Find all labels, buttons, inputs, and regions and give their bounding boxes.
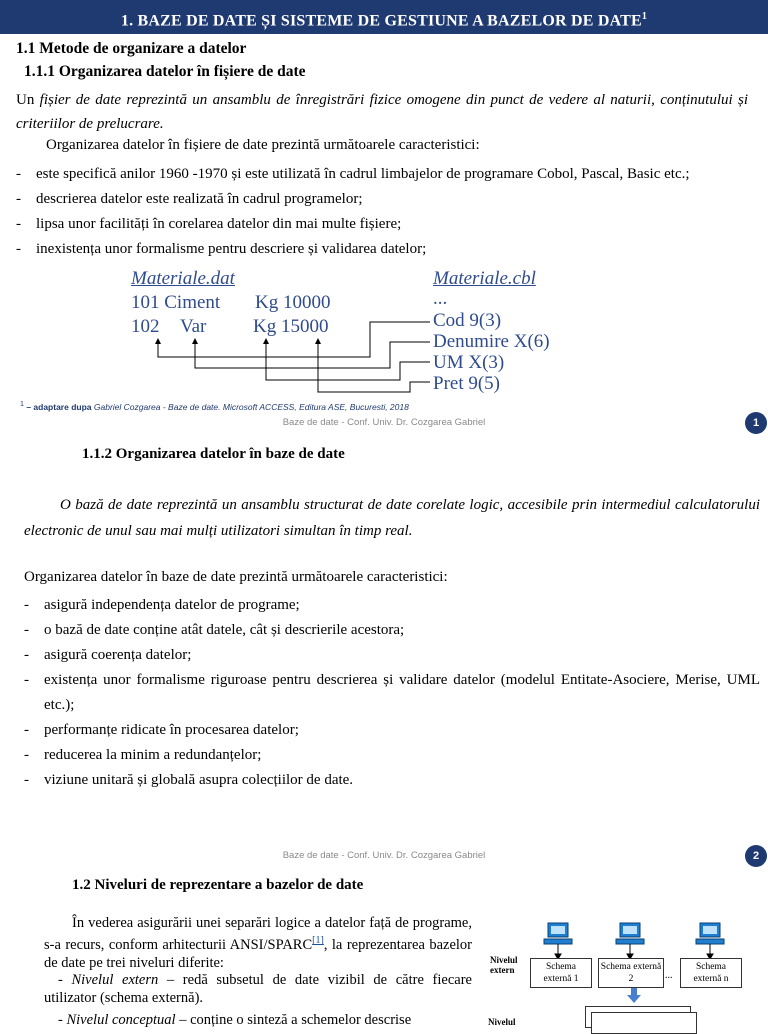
levels-text-b: , la reprezentarea bazelor de date pe trei niveluri diferite: bbox=[44, 936, 472, 971]
data-row-2-name: Var bbox=[180, 316, 207, 337]
page-number-badge: 1 bbox=[745, 412, 767, 434]
program-file-title: Materiale.cbl bbox=[433, 268, 536, 289]
figure-label-conceptual: Nivelul bbox=[488, 1017, 516, 1027]
subsection-title-db: 1.1.2 Organizarea datelor în baze de date bbox=[82, 446, 345, 462]
block-arrow-down-icon bbox=[626, 988, 642, 1004]
external-level-text: – redă subsetul de date vizibil de către fiecare utilizator (schema externă). bbox=[44, 972, 472, 1006]
arrow-up-icon bbox=[315, 338, 321, 344]
external-level-term: Nivelul extern bbox=[71, 972, 159, 988]
data-row-2-code: 102 bbox=[131, 316, 160, 337]
db-intro: Organizarea datelor în baze de date prezintă următoarele caracteristici: bbox=[24, 569, 448, 585]
field-denumire: Denumire X(6) bbox=[433, 331, 550, 352]
db-definition: O bază de date reprezintă un ansamblu structurat de date corelate logic, accesibile prin intermediul calculatorului electronic de unul sau mai mulți utilizatori simultan în timp real. bbox=[24, 497, 760, 539]
file-definition-prefix: Un bbox=[16, 92, 40, 108]
data-row-1-qty: Kg 10000 bbox=[255, 292, 331, 313]
conceptual-level-desc: - Nivelul conceptual – conține o sinteză a schemelor descrise bbox=[58, 1012, 412, 1028]
subsection-title: 1.1.1 Organizarea datelor în fișiere de date bbox=[24, 63, 306, 80]
page-number-badge: 2 bbox=[745, 845, 767, 867]
external-schema-2: Schema externă 2 bbox=[598, 958, 664, 988]
connector-cod bbox=[158, 322, 430, 357]
page-footer: Baze de date - Conf. Univ. Dr. Cozgarea Gabriel bbox=[282, 417, 486, 428]
field-um: UM X(3) bbox=[433, 352, 505, 373]
computer-icon bbox=[616, 923, 644, 944]
field-cod: Cod 9(3) bbox=[433, 310, 502, 331]
program-ellipsis: ... bbox=[433, 288, 448, 309]
footnote-mark: 1 bbox=[20, 400, 24, 408]
connector-um bbox=[266, 342, 430, 380]
levels-paragraph bbox=[44, 914, 472, 972]
field-pret: Pret 9(5) bbox=[433, 373, 501, 394]
connector-pret bbox=[318, 342, 430, 392]
data-file-title: Materiale.dat bbox=[131, 268, 235, 289]
list-item: - existența unor formalisme riguroase pentru descrierea și validare datelor (modelul Entitate-Asociere, Merise, UML etc.); bbox=[24, 668, 760, 718]
list-item: - asigură coerența datelor; bbox=[24, 643, 760, 668]
external-level-desc: - Nivelul extern – redă subsetul de date vizibil de către fiecare utilizator (schema externă). bbox=[44, 972, 472, 1006]
conceptual-level-text: – conține o sinteză a schemelor descrise bbox=[175, 1012, 412, 1028]
list-item: - lipsa unor facilități în corelarea datelor din mai multe fișiere; bbox=[16, 212, 756, 237]
page-footer: Baze de date - Conf. Univ. Dr. Cozgarea Gabriel bbox=[282, 850, 486, 861]
file-definition-text: fișier de date reprezintă un ansamblu de înregistrări fizice omogene din punct de vedere al naturii, conținutului și criteriilor de prelucrare. bbox=[16, 92, 749, 132]
list-item: - asigură independența datelor de programe; bbox=[24, 593, 760, 618]
list-item: - este specifică anilor 1960 -1970 și este utilizată în cadrul limbajelor de programare Cobol, Pascal, Basic etc.; bbox=[16, 162, 756, 187]
chapter-footnote-mark: 1 bbox=[641, 11, 648, 22]
connector-denumire bbox=[195, 342, 430, 368]
list-item: - viziune unitară și globală asupra colecțiilor de date. bbox=[24, 768, 760, 793]
list-item: - reducerea la minim a redundanțelor; bbox=[24, 743, 760, 768]
list-item: - performanțe ridicate în procesarea datelor; bbox=[24, 718, 760, 743]
figure-label-external: Nivelul extern bbox=[490, 955, 518, 975]
conceptual-schema-stack-front bbox=[591, 1012, 697, 1034]
list-item: - descrierea datelor este realizată în cadrul programelor; bbox=[16, 187, 756, 212]
arrow-up-icon bbox=[192, 338, 198, 344]
arrow-up-icon bbox=[263, 338, 269, 344]
footnote-label: – adaptare dupa bbox=[26, 401, 92, 412]
conceptual-level-term: Nivelul conceptual bbox=[66, 1012, 176, 1028]
footnote-source: Gabriel Cozgarea - Baze de date. Microsoft ACCESS, Editura ASE, Bucuresti, 2018 bbox=[93, 401, 409, 412]
list-item: - o bază de date conține atât datele, cât și descrierile acestora; bbox=[24, 618, 760, 643]
db-characteristics-list bbox=[24, 593, 760, 793]
ansi-sparc-reference-link[interactable]: [1] bbox=[312, 935, 324, 946]
data-row-2-qty: Kg 15000 bbox=[253, 316, 329, 337]
computer-icon bbox=[696, 923, 724, 944]
external-schema-n: Schema externă n bbox=[680, 958, 742, 988]
section-title: 1.1 Metode de organizare a datelor bbox=[16, 40, 247, 57]
connector-lines bbox=[0, 0, 768, 400]
levels-text-a: În vederea asigurării unei separări logice a datelor față de programe, s-a recurs, conform arhitecturii ANSI/SPARC bbox=[44, 915, 472, 953]
arrow-up-icon bbox=[155, 338, 161, 344]
external-schema-1: Schema externă 1 bbox=[530, 958, 592, 988]
section-title-levels: 1.2 Niveluri de reprezentare a bazelor de date bbox=[72, 877, 364, 893]
computer-icon bbox=[544, 923, 572, 944]
schema-ellipsis: ... bbox=[665, 970, 673, 981]
list-item: - inexistența unor formalisme pentru descriere și validarea datelor; bbox=[16, 237, 756, 262]
file-intro: Organizarea datelor în fișiere de date prezintă următoarele caracteristici: bbox=[46, 137, 480, 153]
chapter-title: 1. BAZE DE DATE ȘI SISTEME DE GESTIUNE A BAZELOR DE DATE bbox=[120, 12, 642, 30]
data-row-1-code: 101 Ciment bbox=[131, 292, 221, 313]
chapter-footnote bbox=[20, 400, 409, 412]
